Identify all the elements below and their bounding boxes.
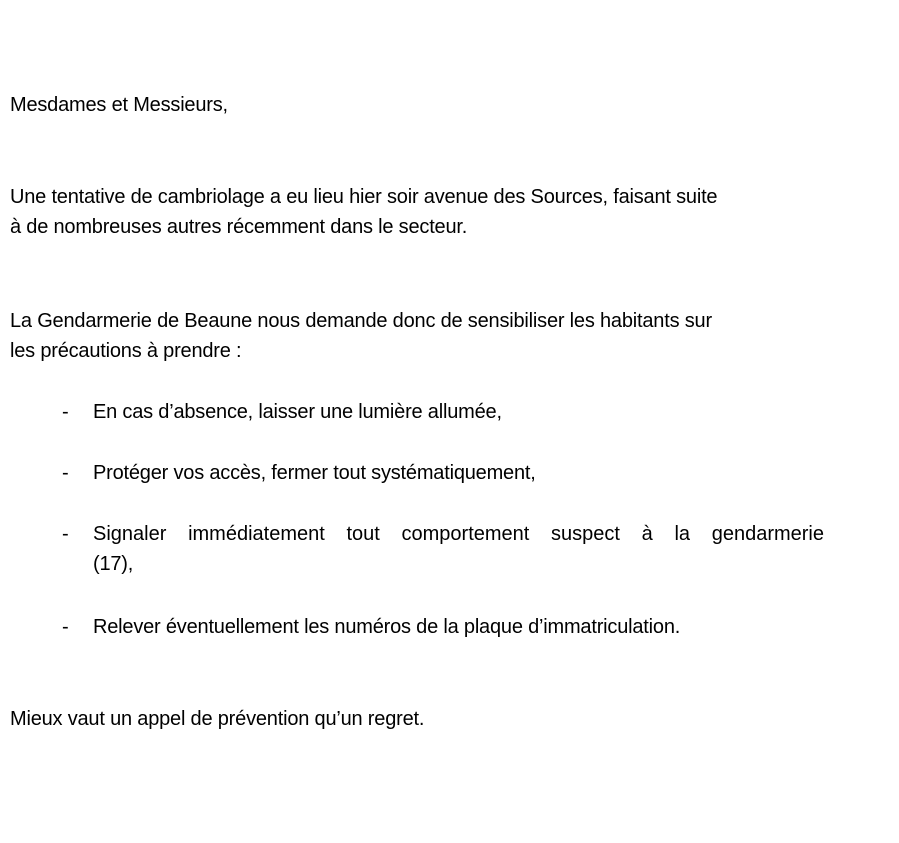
- paragraph-2-line-2: les précautions à prendre :: [10, 340, 242, 362]
- precaution-text: Relever éventuellement les numéros de la plaque d’immatriculation.: [93, 616, 681, 638]
- bullet-dash: -: [62, 523, 69, 545]
- salutation: Mesdames et Messieurs,: [10, 94, 228, 116]
- precaution-text-line-1: Signaler immédiatement tout comportement suspect à la gendarmerie: [93, 523, 824, 545]
- bullet-dash: -: [62, 401, 69, 423]
- bullet-dash: -: [62, 616, 69, 638]
- paragraph-1-line-1: Une tentative de cambriolage a eu lieu hier soir avenue des Sources, faisant suite: [10, 186, 718, 208]
- precaution-text-line-2: (17),: [93, 553, 134, 575]
- closing-line: Mieux vaut un appel de prévention qu’un regret.: [10, 708, 425, 730]
- paragraph-2-line-1: La Gendarmerie de Beaune nous demande donc de sensibiliser les habitants sur: [10, 310, 712, 332]
- paragraph-1-line-2: à de nombreuses autres récemment dans le secteur.: [10, 216, 468, 238]
- bullet-dash: -: [62, 462, 69, 484]
- precaution-text: En cas d’absence, laisser une lumière allumée,: [93, 401, 502, 423]
- precaution-text: Protéger vos accès, fermer tout systématiquement,: [93, 462, 536, 484]
